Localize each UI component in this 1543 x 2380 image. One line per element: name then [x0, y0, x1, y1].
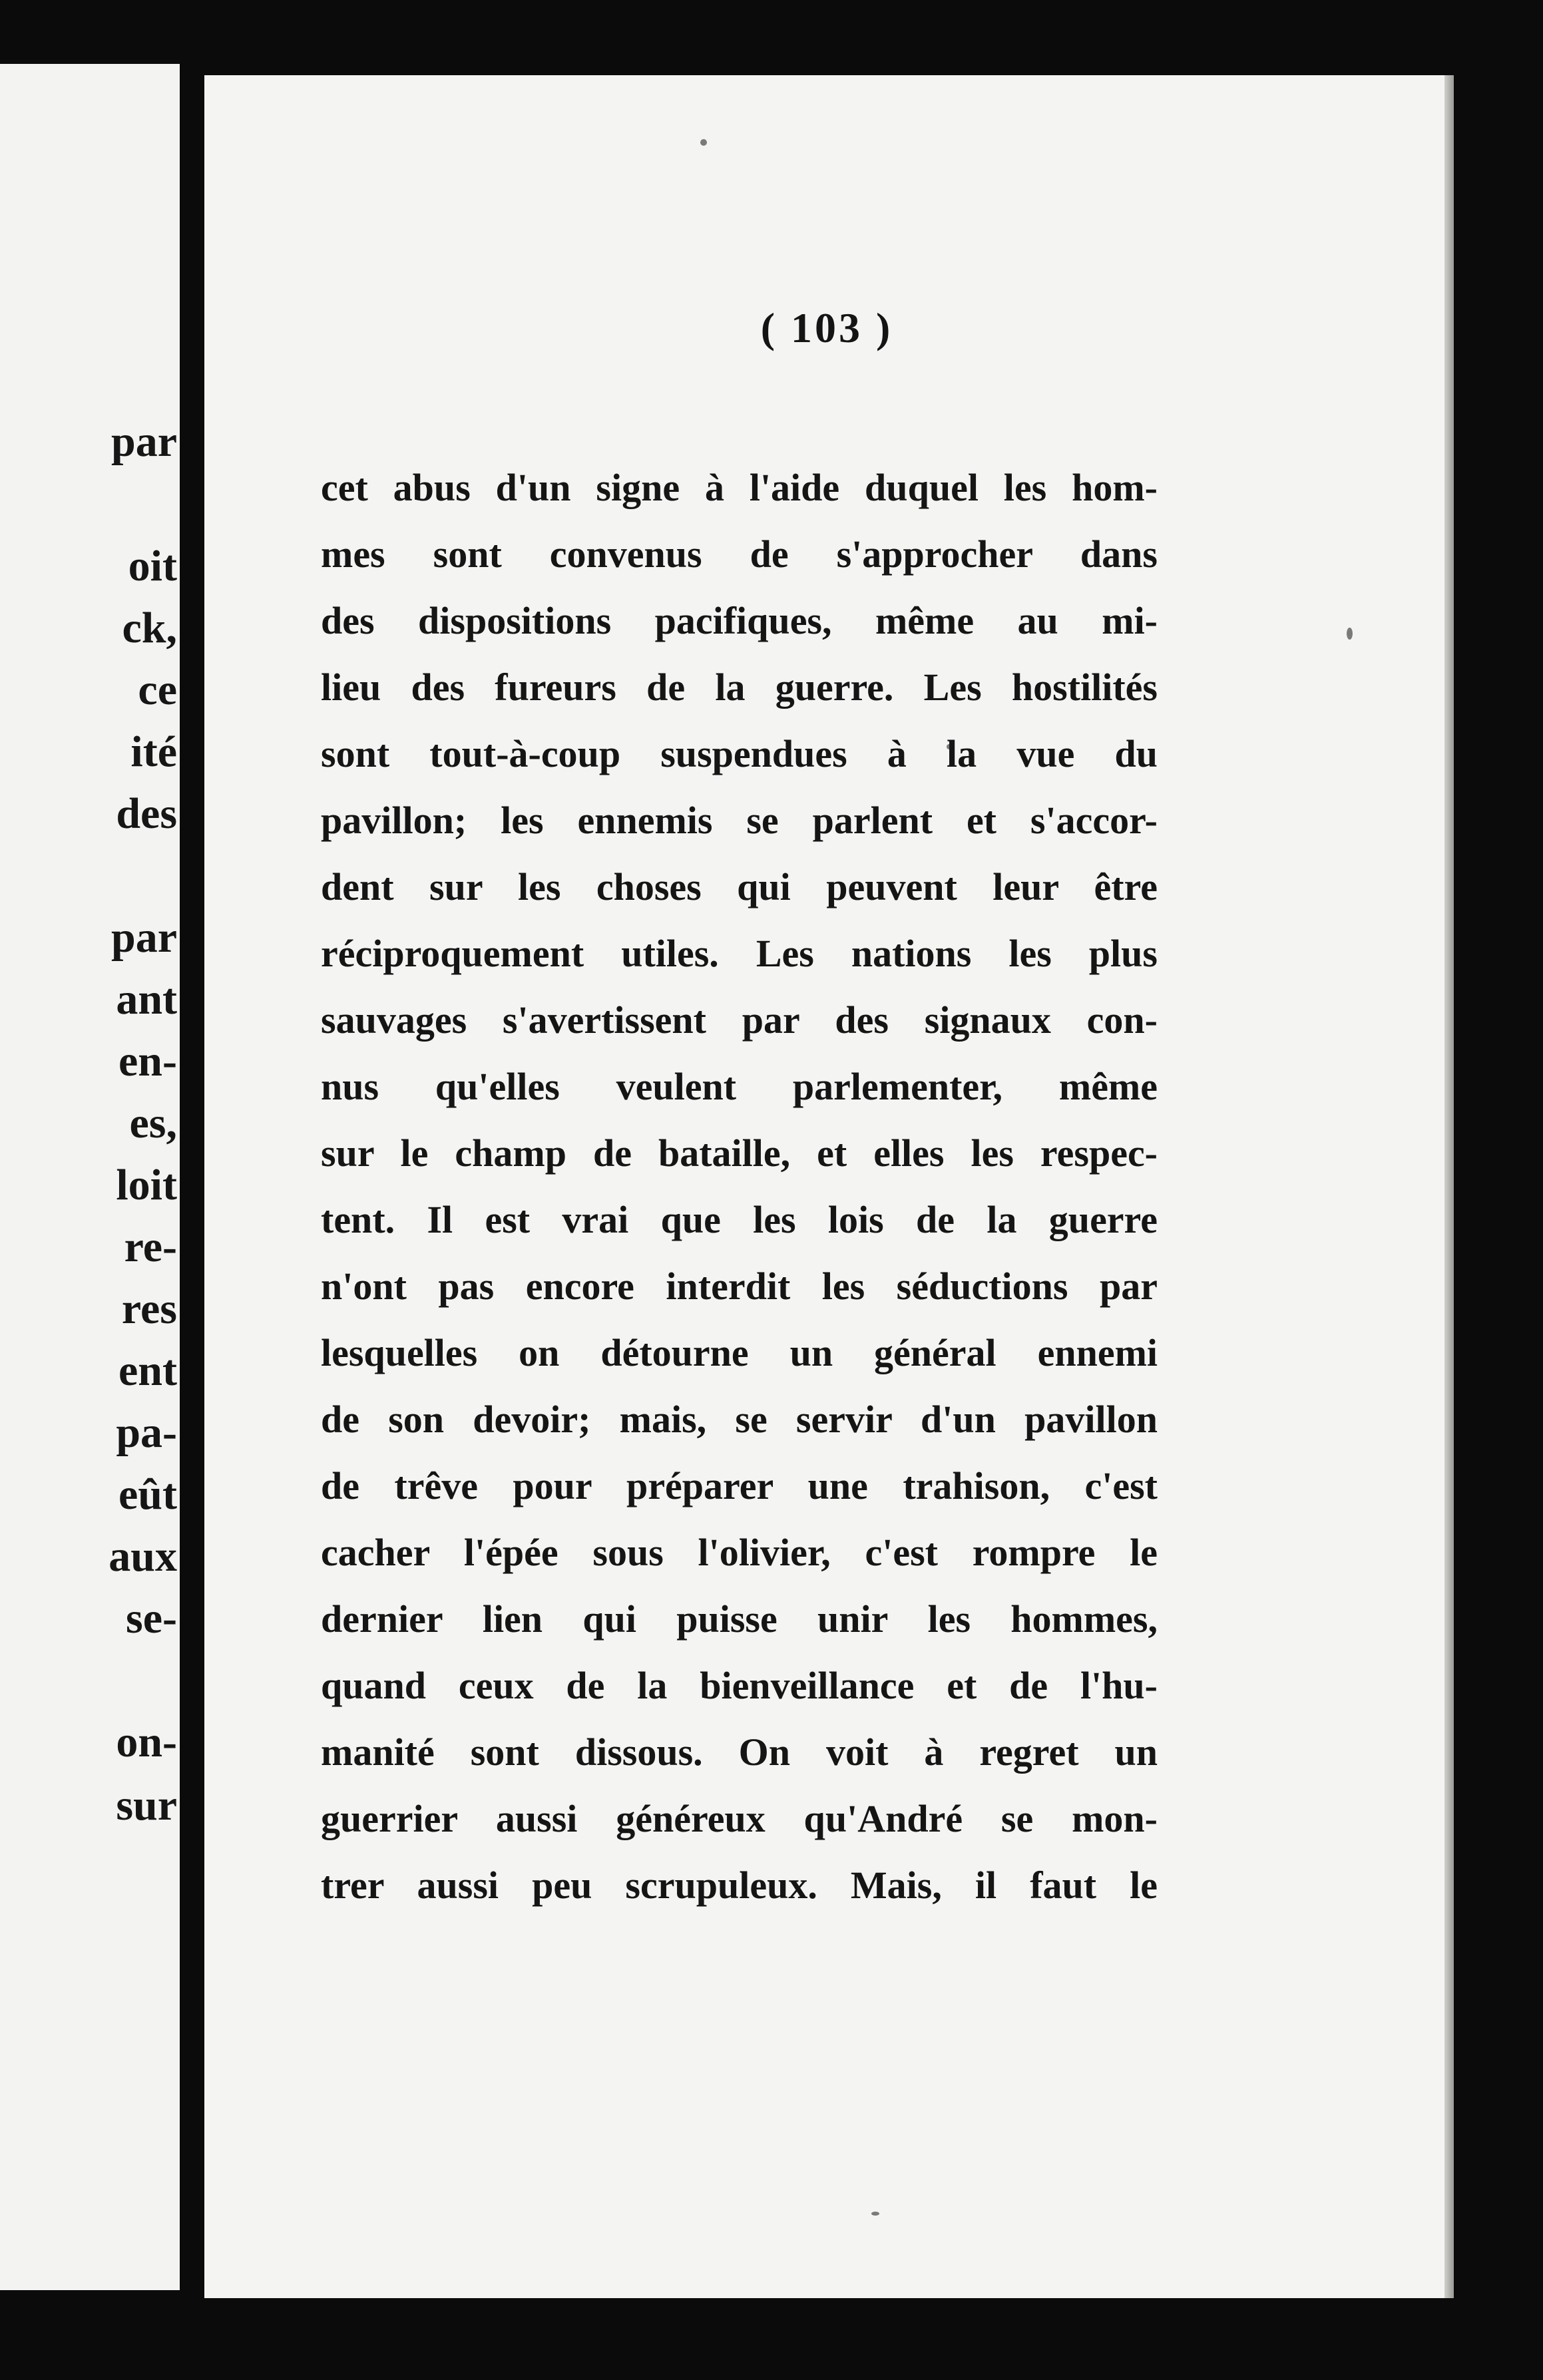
body-text [321, 455, 1158, 1919]
prev-page-line: oit [128, 542, 177, 590]
prev-page-line: se- [126, 1594, 177, 1643]
text-line: dent sur les choses qui peuvent leur être [321, 865, 1158, 908]
text-line: réciproquement utiles. Les nations les plus [321, 932, 1158, 975]
text-line: nus qu'elles veulent parlementer, même [321, 1065, 1158, 1108]
text-line: guerrier aussi généreux qu'André se mon- [321, 1797, 1158, 1840]
prev-page-line: ant [116, 975, 177, 1024]
page-number: ( 103 ) [760, 304, 893, 351]
text-line: quand ceux de la bienveillance et de l'hu- [321, 1664, 1158, 1707]
prev-page-line: ité [130, 727, 177, 776]
book-page [204, 75, 1449, 2298]
text-line: cet abus d'un signe à l'aide duquel les hom- [321, 466, 1158, 509]
prev-page-line: res [121, 1285, 177, 1333]
text-line: des dispositions pacifiques, même au mi- [321, 599, 1158, 642]
prev-page-line: es, [129, 1099, 177, 1147]
text-line: n'ont pas encore interdit les séductions par [321, 1265, 1158, 1308]
text-line: lesquelles on détourne un général ennemi [321, 1331, 1158, 1374]
prev-page-line: sur [116, 1781, 177, 1830]
prev-page-line: eût [118, 1470, 177, 1519]
prev-page-line: ck, [122, 604, 177, 652]
text-line: sur le champ de bataille, et elles les respec- [321, 1131, 1158, 1175]
text-line: de trêve pour préparer une trahison, c'est [321, 1464, 1158, 1507]
text-line: sauvages s'avertissent par des signaux con- [321, 998, 1158, 1042]
text-line: dernier lien qui puisse unir les hommes, [321, 1597, 1158, 1641]
previous-page-fragment [0, 64, 180, 2290]
text-line: sont tout-à-coup suspendues à la vue du [321, 732, 1158, 775]
text-line: de son devoir; mais, se servir d'un pavillon [321, 1398, 1158, 1441]
text-line: tent. Il est vrai que les lois de la guerre [321, 1198, 1158, 1241]
prev-page-line: en- [118, 1037, 177, 1086]
prev-page-line: loit [116, 1161, 177, 1209]
text-line: trer aussi peu scrupuleux. Mais, il faut le [321, 1864, 1158, 1907]
prev-page-line: des [116, 789, 177, 838]
prev-page-line: par [111, 417, 177, 466]
page-edge-shadow [1444, 75, 1454, 2298]
text-line: pavillon; les ennemis se parlent et s'accor- [321, 799, 1158, 842]
prev-page-line: on- [116, 1718, 177, 1766]
text-line: manité sont dissous. On voit à regret un [321, 1730, 1158, 1774]
prev-page-line: re- [124, 1223, 177, 1271]
text-line: lieu des fureurs de la guerre. Les hostilités [321, 666, 1158, 709]
prev-page-line: par [111, 913, 177, 962]
prev-page-line: aux [109, 1532, 177, 1581]
prev-page-line: pa- [116, 1408, 177, 1457]
text-line: cacher l'épée sous l'olivier, c'est rompre le [321, 1531, 1158, 1574]
prev-page-line: ce [138, 666, 177, 714]
text-line: mes sont convenus de s'approcher dans [321, 532, 1158, 576]
prev-page-line: ent [118, 1346, 177, 1395]
